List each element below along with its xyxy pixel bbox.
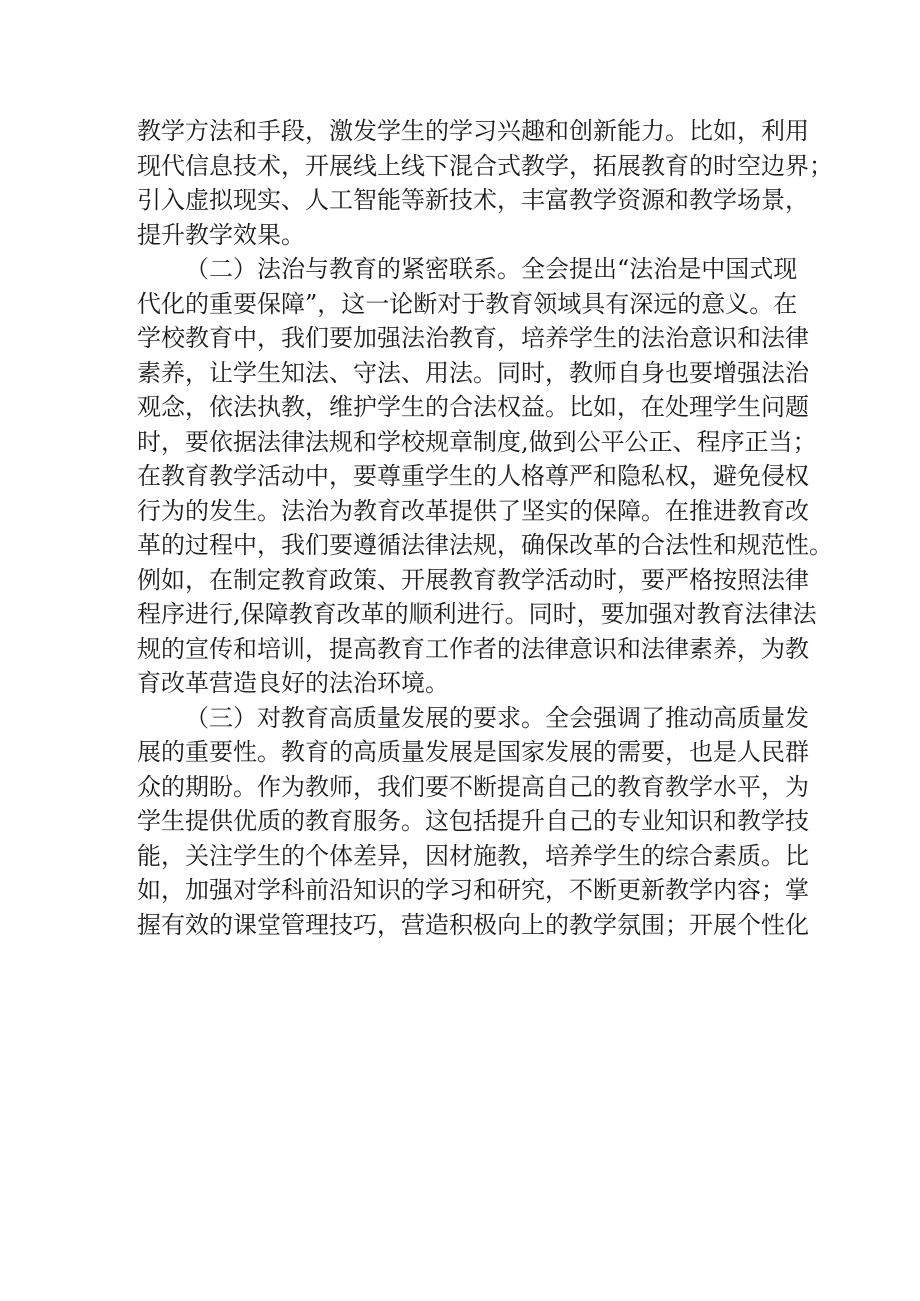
text-line-20: 众的期盼。作为教师，我们要不断提高自己的教育教学水平，为 (137, 772, 809, 801)
text-line-2: 现代信息技术，开展线上线下混合式教学，拓展教育的时空边界； (137, 151, 833, 180)
text-line-4: 提升教学效果。 (137, 220, 305, 249)
text-line-14: 例如，在制定教育政策、开展教育教学活动时，要严格按照法律 (137, 565, 809, 594)
text-line-21: 学生提供优质的教育服务。这包括提升自己的专业知识和教学技 (137, 807, 809, 835)
text-line-6: 代化的重要保障”，这一论断对于教育领域具有深远的意义。在 (137, 289, 798, 318)
document-body (137, 114, 833, 942)
text-line-13: 革的过程中，我们要遵循法律法规，确保改革的合法性和规范性。 (137, 531, 833, 559)
section-two-heading-line: （二）法治与教育的紧密联系。全会提出“法治是中国式现 (185, 255, 798, 283)
text-line-7: 学校教育中，我们要加强法治教育，培养学生的法治意识和法律 (137, 324, 809, 352)
text-line-19: 展的重要性。教育的高质量发展是国家发展的需要，也是人民群 (137, 738, 809, 766)
section-three-heading-line: （三）对教育高质量发展的要求。全会强调了推动高质量发 (185, 703, 809, 732)
text-line-17: 育改革营造良好的法治环境。 (137, 669, 449, 697)
text-line-10: 时，要依据法律法规和学校规章制度,做到公平公正、程序正当； (137, 427, 817, 456)
text-line-1: 教学方法和手段，激发学生的学习兴趣和创新能力。比如，利用 (137, 117, 809, 145)
text-line-22: 能，关注学生的个体差异，因材施教，培养学生的综合素质。比 (137, 841, 809, 870)
text-line-3: 引入虚拟现实、人工智能等新技术，丰富教学资源和教学场景， (137, 186, 809, 214)
text-line-12: 行为的发生。法治为教育改革提供了坚实的保障。在推进教育改 (137, 496, 809, 525)
text-line-15: 程序进行,保障教育改革的顺利进行。同时，要加强对教育法律法 (137, 600, 817, 628)
text-line-16: 规的宣传和培训，提高教育工作者的法律意识和法律素养，为教 (137, 634, 809, 663)
text-line-11: 在教育教学活动中，要尊重学生的人格尊严和隐私权，避免侵权 (137, 462, 809, 490)
text-line-9: 观念，依法执教，维护学生的合法权益。比如，在处理学生问题 (137, 393, 809, 421)
text-line-23: 如，加强对学科前沿知识的学习和研究，不断更新教学内容；掌 (137, 876, 809, 904)
text-line-24: 握有效的课堂管理技巧，营造积极向上的教学氛围；开展个性化 (137, 910, 809, 939)
text-line-8: 素养，让学生知法、守法、用法。同时，教师自身也要增强法治 (137, 358, 809, 387)
